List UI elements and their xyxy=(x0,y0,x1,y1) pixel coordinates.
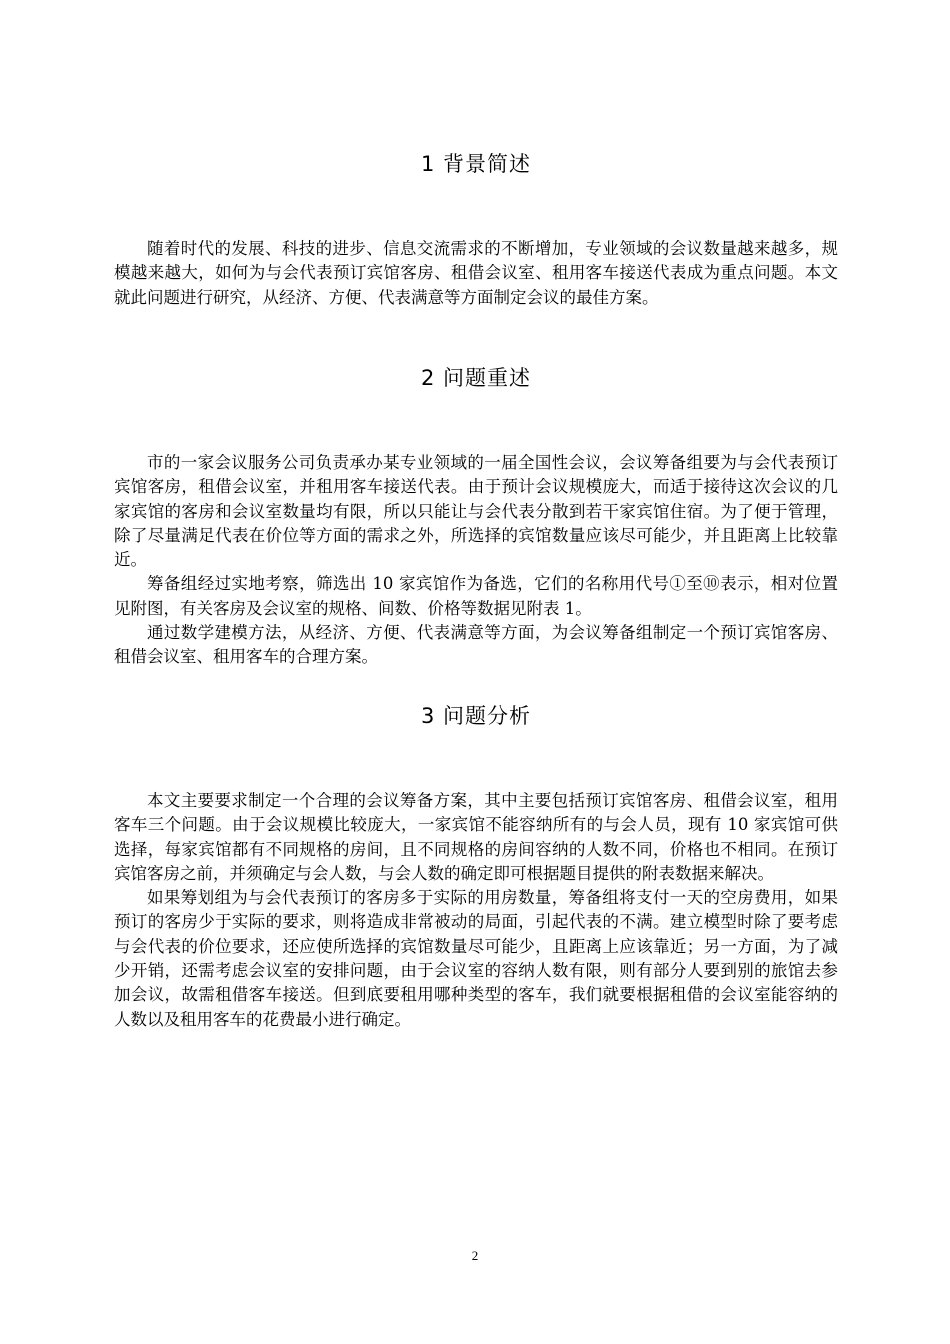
paragraph: 本文主要要求制定一个合理的会议筹备方案，其中主要包括预订宾馆客房、租借会议室，租用客车三个问题。由于会议规模比较庞大，一家宾馆不能容纳所有的与会人员，现有 10 家宾馆可供选择，每家宾馆都有不同规格的房间，且不同规格的房间容纳的人数不同，价格也不相同。在预订宾馆客房之前，并须确定与会人数，与会人数的确定即可根据题目提供的附表数据来解决。 xyxy=(114,791,838,883)
paragraph: 筹备组经过实地考察，筛选出 10 家宾馆作为备选，它们的名称用代号①至⑩表示，相对位置见附图，有关客房及会议室的规格、间数、价格等数据见附表 1。 xyxy=(114,574,838,618)
paragraph: 如果筹划组为与会代表预订的客房多于实际的用房数量，筹备组将支付一天的空房费用，如果预订的客房少于实际的要求，则将造成非常被动的局面，引起代表的不满。建立模型时除了要考虑与会代表的价位要求，还应使所选择的宾馆数量尽可能少，且距离上应该靠近；另一方面，为了减少开销，还需考虑会议室的安排问题，由于会议室的容纳人数有限，则有部分人要到别的旅馆去参加会议，故需租借客车接送。但到底要租用哪种类型的客车，我们就要根据租借的会议室能容纳的人数以及租用客车的花费最小进行确定。 xyxy=(114,888,838,1029)
section-heading-restatement: 2 问题重述 xyxy=(420,366,532,390)
paragraph: 通过数学建模方法，从经济、方便、代表满意等方面，为会议筹备组制定一个预订宾馆客房、租借会议室、租用客车的合理方案。 xyxy=(114,623,838,667)
section-body-restatement xyxy=(114,451,838,670)
section-heading-background: 1 背景简述 xyxy=(420,152,532,176)
paragraph: 市的一家会议服务公司负责承办某专业领域的一届全国性会议，会议筹备组要为与会代表预订宾馆客房，租借会议室，并租用客车接送代表。由于预计会议规模庞大，而适于接待这次会议的几家宾馆的客房和会议室数量均有限，所以只能让与会代表分散到若干家宾馆住宿。为了便于管理，除了尽量满足代表在价位等方面的需求之外，所选择的宾馆数量应该尽可能少，并且距离上比较靠近。 xyxy=(114,453,838,570)
section-body-background xyxy=(114,237,838,310)
section-body-analysis xyxy=(114,789,838,1032)
paragraph: 随着时代的发展、科技的进步、信息交流需求的不断增加，专业领域的会议数量越来越多，规模越来越大，如何为与会代表预订宾馆客房、租借会议室、租用客车接送代表成为重点问题。本文就此问题进行研究，从经济、方便、代表满意等方面制定会议的最佳方案。 xyxy=(114,239,838,307)
section-heading-analysis: 3 问题分析 xyxy=(420,704,532,728)
page-number: 2 xyxy=(471,1248,479,1263)
